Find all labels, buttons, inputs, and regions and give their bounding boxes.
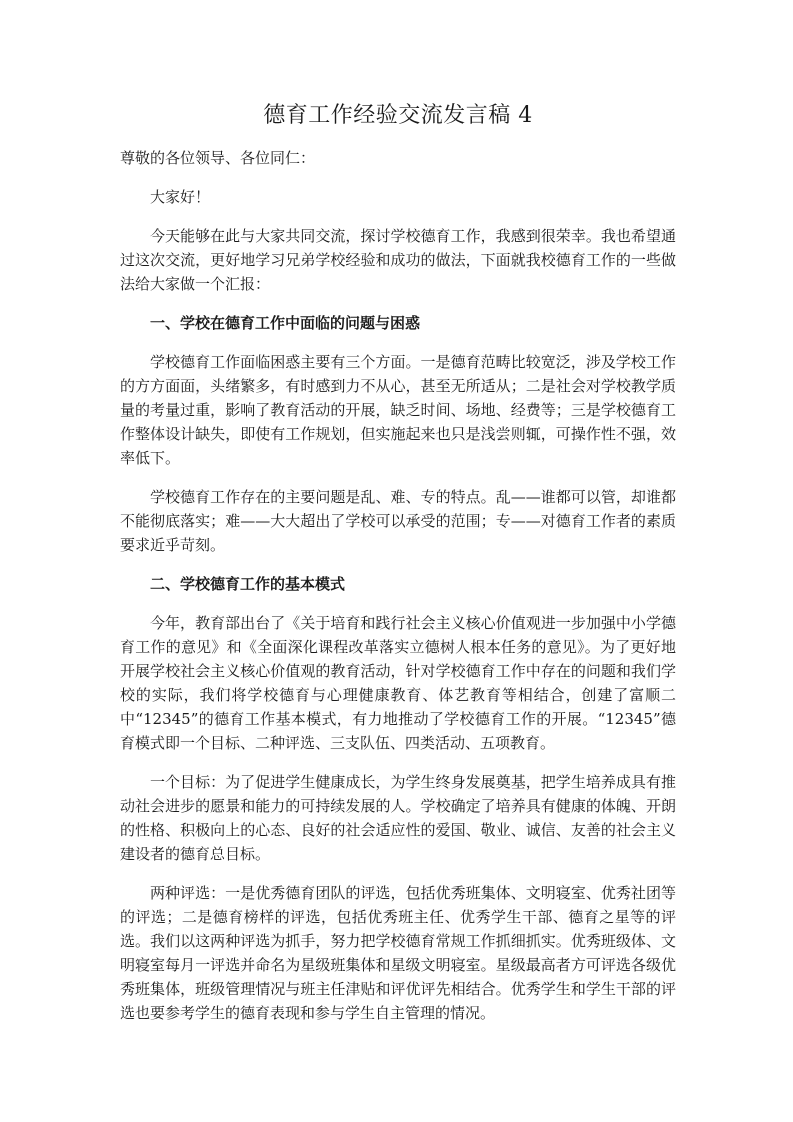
intro-paragraph: 今天能够在此与大家共同交流，探讨学校德育工作，我感到很荣幸。我也希望通过这次交流，更好地学习兄弟学校经验和成功的做法，下面就我校德育工作的一些做法给大家做一个汇报：	[120, 227, 676, 293]
section2-paragraph-1: 今年，教育部出台了《关于培育和践行社会主义核心价值观进一步加强中小学德育工作的意见》和《全面深化课程改革落实立德树人根本任务的意见》。为了更好地开展学校社会主义核心价值观的教育活动，针对学校德育工作中存在的问题和我们学校的实际，我们将学校德育与心理健康教育、体艺教育等相结合，创建了富顺二中“12345”的德育工作基本模式，有力地推动了学校德育工作的开展。“12345”德育模式即一个目标、二种评选、三支队伍、四类活动、五项教育。	[120, 614, 676, 752]
section2-paragraph-3: 两种评选：一是优秀德育团队的评选，包括优秀班集体、文明寝室、优秀社团等的评选；二是德育榜样的评选，包括优秀班主任、优秀学生干部、德育之星等的评选。我们以这两种评选为抓手，努力把学校德育常规工作抓细抓实。优秀班级体、文明寝室每月一评选并命名为星级班集体和星级文明寝室。星级最高者方可评选各级优秀班集体，班级管理情况与班主任津贴和评优评先相结合。优秀学生和学生干部的评选也要参考学生的德育表现和参与学生自主管理的情况。	[120, 884, 676, 1022]
section1-paragraph-1: 学校德育工作面临困惑主要有三个方面。一是德育范畴比较宽泛，涉及学校工作的方方面面，头绪繁多，有时感到力不从心，甚至无所适从；二是社会对学校教学质量的考量过重，影响了教育活动的开展，缺乏时间、场地、经费等；三是学校德育工作整体设计缺失，即使有工作规划，但实施起来也只是浅尝则辄，可操作性不强，效率低下。	[120, 353, 676, 467]
section1-paragraph-2: 学校德育工作存在的主要问题是乱、难、专的特点。乱——谁都可以管，却谁都不能彻底落实；难——大大超出了学校可以承受的范围；专——对德育工作者的素质要求近乎苛刻。	[120, 488, 676, 554]
document-page	[120, 96, 676, 1040]
salutation: 尊敬的各位领导、各位同仁：	[120, 149, 316, 167]
greeting: 大家好！	[150, 188, 211, 206]
section-heading-1: 一、学校在德育工作中面临的问题与困惑	[150, 314, 421, 332]
section2-paragraph-2: 一个目标：为了促进学生健康成长，为学生终身发展奠基，把学生培养成具有推动社会进步的愿景和能力的可持续发展的人。学校确定了培养具有健康的体魄、开朗的性格、积极向上的心态、良好的社会适应性的爱国、敬业、诚信、友善的社会主义建设者的德育总目标。	[120, 773, 676, 863]
section-heading-2: 二、学校德育工作的基本模式	[150, 575, 346, 593]
document-title: 德育工作经验交流发言稿 4	[263, 103, 533, 128]
